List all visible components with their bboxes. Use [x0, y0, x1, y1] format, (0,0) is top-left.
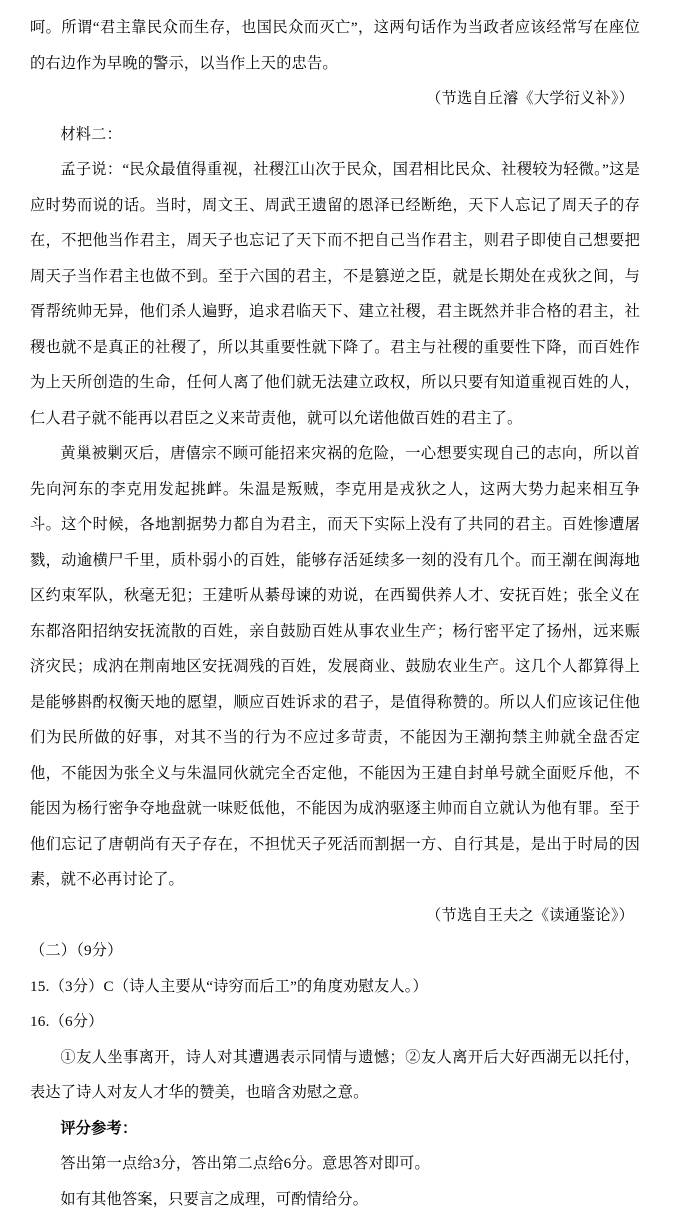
paragraph-continuation: 呵。所谓“君主靠民众而生存，也国民众而灭亡”，这两句话作为当政者应该经常写在座位的右边作为早晚的警示，以当作上天的忠告。: [30, 10, 640, 81]
source-citation-2: （节选自王夫之《读通鉴论》）: [30, 898, 640, 934]
source-citation-1: （节选自丘濬《大学衍义补》）: [30, 81, 640, 117]
scoring-note-2: 如有其他答案，只要言之成理，可酌情给分。: [30, 1182, 640, 1217]
material-two-heading: 材料二：: [30, 117, 640, 153]
question-15: 15.（3分）C（诗人主要从“诗穷而后工”的角度劝慰友人。）: [30, 969, 640, 1005]
scoring-reference-heading: 评分参考：: [30, 1111, 640, 1147]
question-16: 16.（6分）: [30, 1004, 640, 1040]
paragraph-mencius: 孟子说：“民众最值得重视，社稷江山次于民众，国君相比民众、社稷较为轻微。”这是应时势而说的话。当时，周文王、周武王遗留的恩泽已经断绝，天下人忘记了周天子的存在，不把他当作君主，周天子也忘记了天下而不把自己当作君主，则君子即使自己想要把周天子当作君主也做不到。至于六国的君主，不是篡逆之臣，就是长期处在戎狄之间，与胥帮统帅无异，他们杀人遍野，追求君临天下、建立社稷，君主既然并非合格的君主，社稷也就不是真正的社稷了，所以其重要性就下降了。君主与社稷的重要性下降，而百姓作为上天所创造的生命，任何人离了他们就无法建立政权，所以只要有知道重视百姓的人，仁人君子就不能再以君臣之义来苛责他，就可以允诺他做百姓的君主了。: [30, 152, 640, 436]
paragraph-huangchao: 黄巢被剿灭后，唐僖宗不顾可能招来灾祸的危险，一心想要实现自己的志向，所以首先向河东的李克用发起挑衅。朱温是叛贼，李克用是戎狄之人，这两大势力起来相互争斗。这个时候，各地割据势力都自为君主，而天下实际上没有了共同的君主。百姓惨遭屠戮，动逾横尸千里，质朴弱小的百姓，能够存活延续多一刻的没有几个。而王潮在闽海地区约束军队，秋毫无犯；王建听从綦母谏的劝说，在西蜀供养人才、安抚百姓；张全义在东都洛阳招纳安抚流散的百姓，亲自鼓励百姓从事农业生产；杨行密平定了扬州，远来赈济灾民；成汭在荆南地区安抚凋残的百姓，发展商业、鼓励农业生产。这几个人都算得上是能够斟酌权衡天地的愿望，顺应百姓诉求的君子，是值得称赞的。所以人们应该记住他们为民所做的好事，对其不当的行为不应过多苛责，不能因为王潮拘禁主帅就全盘否定他，不能因为张全义与朱温同伙就完全否定他，不能因为王建自封单号就全面贬斥他，不能因为杨行密争夺地盘就一味贬低他，不能因为成汭驱逐主帅而自立就认为他有罪。至于他们忘记了唐朝尚有天子存在，不担忧天子死活而割据一方、自行其是，是出于时局的因素，就不必再讨论了。: [30, 436, 640, 898]
question-16-answer: ①友人坐事离开，诗人对其遭遇表示同情与遗憾；②友人离开后大好西湖无以托付，表达了诗人对友人才华的赞美，也暗含劝慰之意。: [30, 1040, 640, 1111]
scoring-note-1: 答出第一点给3分，答出第二点给6分。意思答对即可。: [30, 1146, 640, 1182]
section-heading-two: （二）（9分）: [30, 933, 640, 969]
